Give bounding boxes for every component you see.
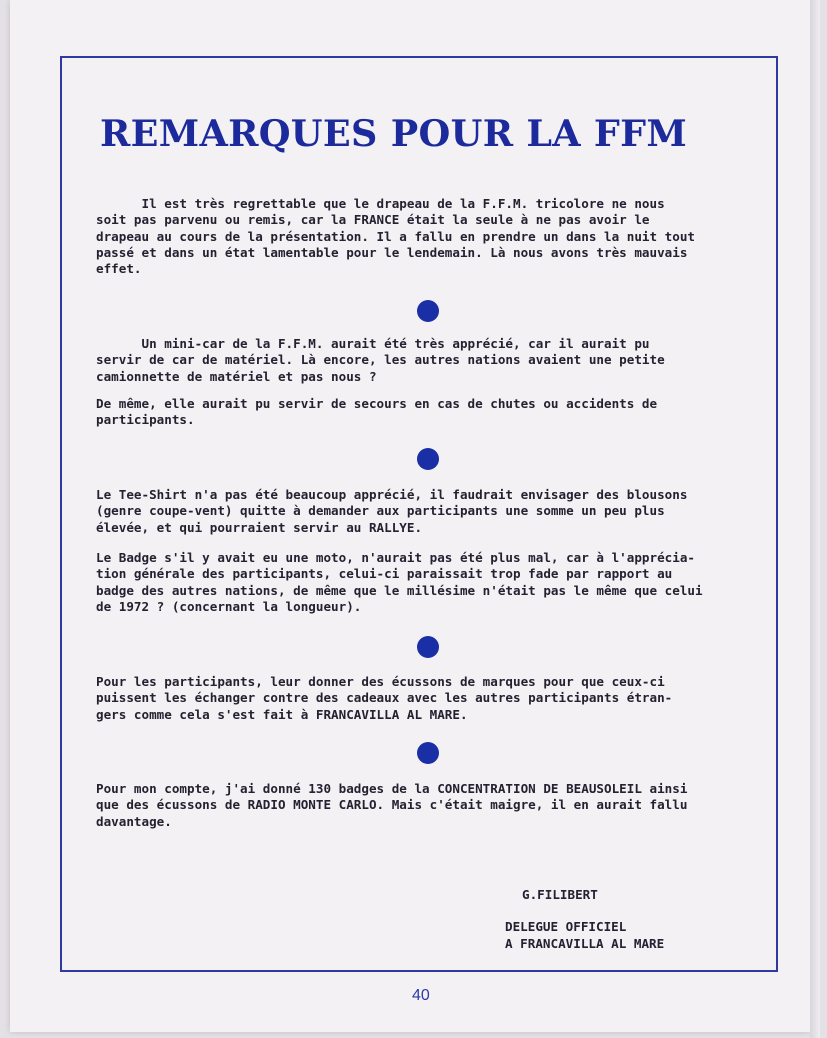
bullet-dot-2	[417, 448, 439, 470]
paragraph-badges-count: Pour mon compte, j'ai donné 130 badges de la CONCENTRATION DE BEAUSOLEIL ainsi que des écussons de RADIO MONTE CARLO. Mais c'était maigre, il en aurait fallu davantage.	[96, 781, 688, 829]
signature-name: G.FILIBERT	[522, 887, 598, 902]
bullet-dot-1	[417, 300, 439, 322]
page-title: REMARQUES POUR LA FFM	[100, 112, 688, 155]
paragraph-teeshirt: Le Tee-Shirt n'a pas été beaucoup apprécié, il faudrait envisager des blousons (genre coupe-vent) quitte à demander aux participants une somme un peu plus élevée, et qui pourraient servir au RALLYE.	[96, 487, 688, 535]
paragraph-minicar: Un mini-car de la F.F.M. aurait été très apprécié, car il aurait pu servir de car de matériel. Là encore, les autres nations avaient une petite camionnette de matériel et pas nous ?	[96, 336, 665, 384]
bullet-dot-3	[417, 636, 439, 658]
paragraph-flag: Il est très regrettable que le drapeau de la F.F.M. tricolore ne nous soit pas parvenu ou remis, car la FRANCE était la seule à ne pas avoir le drapeau au cours de la présentation. Il a fallu en prendre un dans la nuit tout passé et dans un état lamentable pour le lendemain. Là nous avons très mauvais effet.	[96, 196, 695, 277]
page-number: 40	[412, 987, 430, 1004]
signature-role-line2: A FRANCAVILLA AL MARE	[505, 936, 665, 951]
paragraph-badge: Le Badge s'il y avait eu une moto, n'aurait pas été plus mal, car à l'apprécia- tion générale des participants, celui-ci paraissait trop fade par rapport au badge des autres nations, de même que le millésime n'était pas le même que celui de 1972 ? (concernant la longueur).	[96, 550, 703, 614]
paragraph-rescue: De même, elle aurait pu servir de secours en cas de chutes ou accidents de participants.	[96, 396, 658, 428]
bullet-dot-4	[417, 742, 439, 764]
signature-role-line1: DELEGUE OFFICIEL	[505, 919, 627, 934]
paragraph-ecussons: Pour les participants, leur donner des écussons de marques pour que ceux-ci puissent les échanger contre des cadeaux avec les autres participants étran- gers comme cela s'est fait à FRANCAVILLA AL MARE.	[96, 674, 673, 722]
